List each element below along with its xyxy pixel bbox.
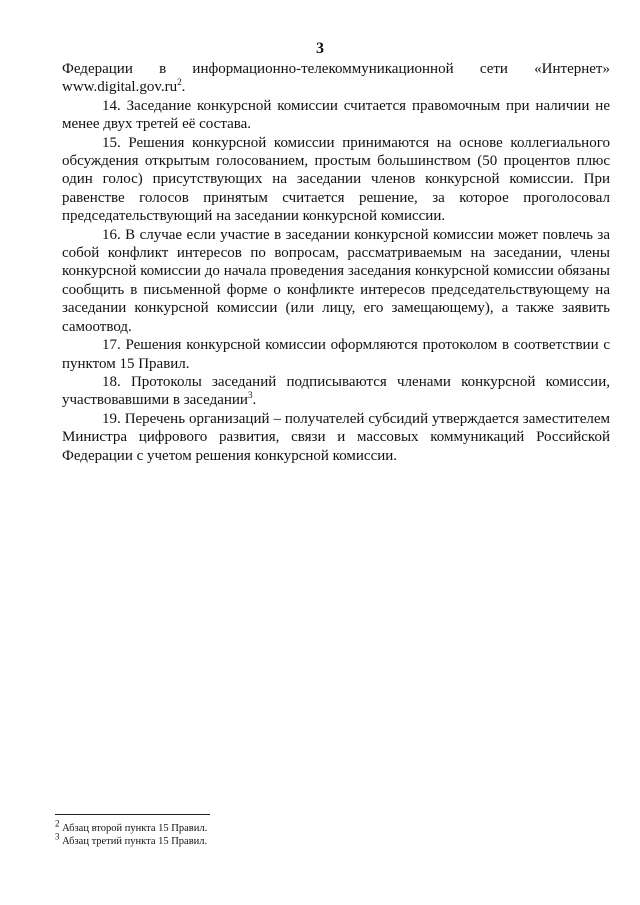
page-number: 3 <box>316 40 324 57</box>
footnote: $^2$ Абзац второй пункта 15 Правил. <box>55 818 208 834</box>
paragraph-16: 16. В случае если участие в заседании конкурсной комиссии может повлечь за собой конфликт интересов по вопросам, рассматриваемым на заседании, члены конкурсной комиссии до начала проведения заседания конкурсной комиссии обязаны сообщить в письменной форме о конфликте интересов председательствующему на заседании конкурсной комиссии (или лицу, его замещающему), а также заявить самоотвод. <box>62 226 610 335</box>
footnote-ref: 2 <box>177 77 182 88</box>
paragraph-15: 15. Решения конкурсной комиссии принимаются на основе коллегиального обсуждения открытым голосованием, простым большинством (50 процентов плюс один голос) присутствующих на заседании членов конкурсной комиссии. При равенстве голосов принятым считается решение, за которое проголосовал председательствующий на заседании конкурсной комиссии. <box>62 134 610 225</box>
footnote-ref: 3 <box>247 390 253 401</box>
paragraph-19: 19. Перечень организаций – получателей субсидий утверждается заместителем Министра цифрового развития, связи и массовых коммуникаций Российской Федерации с учетом решения конкурсной комиссии. <box>62 410 610 464</box>
paragraph-18: 18. Протоколы заседаний подписываются членами конкурсной комиссии, участвовавшими в заседании$^3$. <box>62 373 610 409</box>
paragraph-14: 14. Заседание конкурсной комиссии считается правомочным при наличии не менее двух третей её состава. <box>62 97 610 133</box>
footnote-divider <box>55 814 210 815</box>
footnote: $^3$ Абзац третий пункта 15 Правил. <box>55 831 208 847</box>
paragraph-17: 17. Решения конкурсной комиссии оформляются протоколом в соответствии с пунктом 15 Правил. <box>62 337 610 372</box>
document-body <box>62 60 610 465</box>
paragraph-continuation: Федерации в информационно-телекоммуникационной сети «Интернет» $www.digital.gov.ru^2$. <box>62 61 610 96</box>
footnotes <box>55 818 355 848</box>
